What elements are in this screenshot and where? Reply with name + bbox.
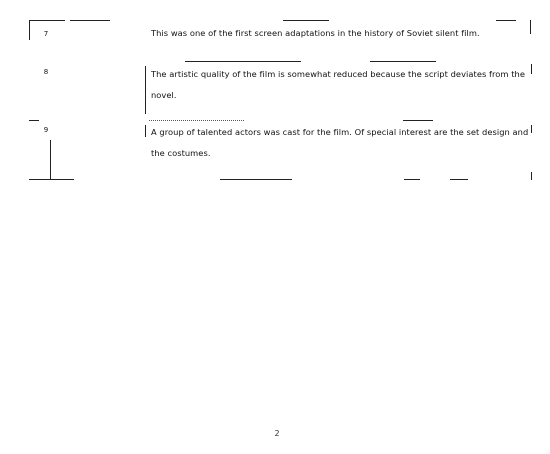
table-rule bbox=[220, 179, 292, 180]
table-rule bbox=[404, 179, 420, 180]
table-rule bbox=[496, 20, 516, 21]
table-rule bbox=[530, 20, 531, 34]
table-rule bbox=[531, 64, 532, 74]
row-number: 7 bbox=[43, 30, 49, 38]
table-rule bbox=[531, 125, 532, 133]
row-text: A group of talented actors was cast for the film. Of special interest are the set design and the costumes. bbox=[151, 127, 529, 158]
table-rule bbox=[70, 20, 110, 21]
page-number: 2 bbox=[274, 429, 280, 438]
table-rule bbox=[145, 66, 146, 114]
row-number: 8 bbox=[43, 68, 49, 76]
table-rule bbox=[29, 20, 65, 21]
table-rule bbox=[29, 120, 39, 121]
table-rule bbox=[450, 179, 468, 180]
table-rule bbox=[29, 179, 74, 180]
table-rule bbox=[149, 120, 244, 121]
row-text: The artistic quality of the film is somewhat reduced because the script deviates from the novel. bbox=[151, 69, 526, 100]
table-rule bbox=[145, 125, 146, 137]
table-rule bbox=[50, 140, 51, 180]
table-rule bbox=[370, 61, 436, 62]
row-text: This was one of the first screen adaptations in the history of Soviet silent film. bbox=[151, 28, 480, 38]
table-rule bbox=[283, 20, 329, 21]
table-rule bbox=[403, 120, 433, 121]
table-rule bbox=[29, 20, 30, 40]
table-rule bbox=[185, 61, 301, 62]
row-number: 9 bbox=[43, 126, 49, 134]
table-rule bbox=[531, 172, 532, 180]
